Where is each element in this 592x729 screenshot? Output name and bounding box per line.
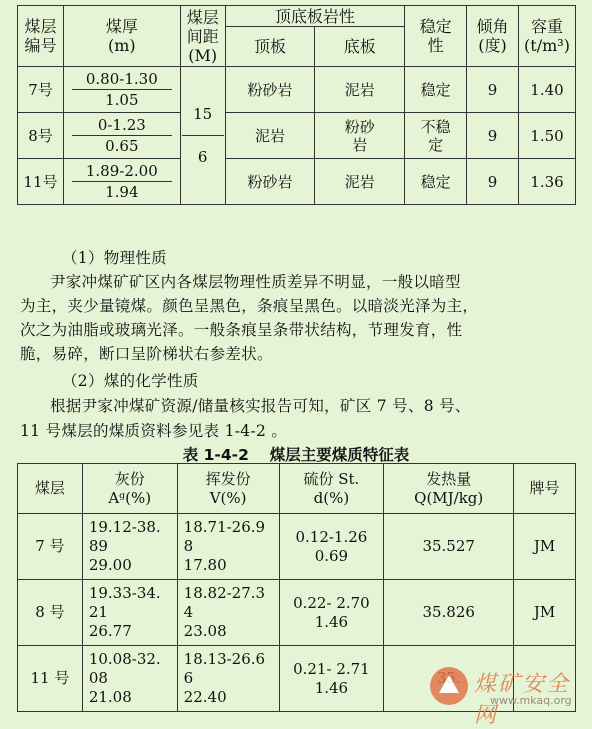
- roof-cell: 粉砂岩: [225, 67, 315, 113]
- chemical-properties-heading: （2）煤的化学性质: [62, 372, 199, 390]
- header-volatile: 挥发份 V(%): [177, 464, 279, 514]
- heat-cell: 35.826: [384, 580, 514, 646]
- spacing-divider: [182, 135, 224, 136]
- floor-cell: 泥岩: [315, 67, 405, 113]
- sulfur-cell: 0.12-1.26 0.69: [279, 514, 384, 580]
- paragraph-line: 脆，易碎，断口呈阶梯状右参差状。: [20, 345, 273, 363]
- floor-cell: 粉砂 岩: [315, 113, 405, 159]
- paragraph-line: 11 号煤层的煤质资料参见表 1-4-2 。: [20, 422, 288, 440]
- header-thickness: 煤厚 (m): [63, 6, 180, 67]
- stability-cell: 稳定: [405, 67, 467, 113]
- volatile-cell: 18.13-26.6 6 22.40: [177, 646, 279, 712]
- header-roof: 顶板: [225, 27, 315, 67]
- paragraph-line: 次之为油脂或玻璃光泽。一般条痕呈条带状结构，节理发育，性: [20, 321, 463, 339]
- heat-cell: 35.527: [384, 514, 514, 580]
- header-seam: 煤层: [18, 464, 83, 514]
- ash-cell: 10.08-32. 08 21.08: [82, 646, 177, 712]
- seam-cell: 7 号: [18, 514, 83, 580]
- sulfur-cell: 0.21- 2.71 1.46: [279, 646, 384, 712]
- table-row: [18, 514, 576, 580]
- header-dip: 倾角 (度): [467, 6, 519, 67]
- spacing-cell: 15 6: [180, 67, 225, 205]
- volatile-cell: 18.71-26.9 8 17.80: [177, 514, 279, 580]
- header-seam-no: 煤层 编号: [18, 6, 64, 67]
- header-floor: 底板: [315, 27, 405, 67]
- watermark-url: www.mkaq.org: [490, 694, 572, 707]
- seam-cell: 8 号: [18, 580, 83, 646]
- seam-cell: 11 号: [18, 646, 83, 712]
- dip-cell: 9: [467, 113, 519, 159]
- dip-cell: 9: [467, 159, 519, 205]
- dip-cell: 9: [467, 67, 519, 113]
- paragraph-line: 尹家冲煤矿矿区内各煤层物理性质差异不明显，一般以暗型: [50, 273, 461, 291]
- volatile-cell: 18.82-27.3 4 23.08: [177, 580, 279, 646]
- site-watermark: [430, 665, 590, 728]
- thickness-cell: 0.80-1.30 1.05: [63, 67, 180, 113]
- density-cell: 1.50: [518, 113, 575, 159]
- seam-cell: 8号: [18, 113, 64, 159]
- density-cell: 1.40: [518, 67, 575, 113]
- grade-cell: JM: [514, 514, 576, 580]
- roof-cell: 泥岩: [225, 113, 315, 159]
- sulfur-cell: 0.22- 2.70 1.46: [279, 580, 384, 646]
- header-ash: 灰份 Aᵍ(%): [82, 464, 177, 514]
- table2-title: 表 1-4-2 煤层主要煤质特征表: [182, 446, 410, 464]
- grade-cell: JM: [514, 580, 576, 646]
- roof-cell: 粉砂岩: [225, 159, 315, 205]
- floor-cell: 泥岩: [315, 159, 405, 205]
- paragraph-line: 为主，夹少量镜煤。颜色呈黑色，条痕呈黑色。以暗淡光泽为主，: [20, 297, 479, 315]
- mountain-logo-icon: [430, 667, 468, 705]
- header-grade: 牌号: [514, 464, 576, 514]
- header-stability: 稳定 性: [405, 6, 467, 67]
- paragraph-line: 根据尹家冲煤矿资源/储量核实报告可知，矿区 7 号、8 号、: [50, 397, 471, 415]
- thickness-cell: 0-1.23 0.65: [63, 113, 180, 159]
- stability-cell: 稳定: [405, 159, 467, 205]
- watermark-text: 煤矿安全网: [474, 672, 571, 728]
- header-density: 容重 (t/m³): [518, 6, 575, 67]
- header-roof-floor: 顶底板岩性: [225, 6, 404, 27]
- coal-seam-table: [17, 5, 576, 205]
- ash-cell: 19.12-38. 89 29.00: [82, 514, 177, 580]
- table-row: [18, 113, 576, 159]
- table-row: [18, 67, 576, 113]
- header-spacing: 煤层 间距 (M): [180, 6, 225, 67]
- seam-cell: 11号: [18, 159, 64, 205]
- seam-cell: 7号: [18, 67, 64, 113]
- header-heat: 发热量 Q(MJ/kg): [384, 464, 514, 514]
- density-cell: 1.36: [518, 159, 575, 205]
- stability-cell: 不稳 定: [405, 113, 467, 159]
- ash-cell: 19.33-34. 21 26.77: [82, 580, 177, 646]
- table-row: [18, 159, 576, 205]
- physical-properties-heading: （1）物理性质: [62, 249, 167, 267]
- table-row: [18, 580, 576, 646]
- thickness-cell: 1.89-2.00 1.94: [63, 159, 180, 205]
- header-sulfur: 硫份 St. d(%): [279, 464, 384, 514]
